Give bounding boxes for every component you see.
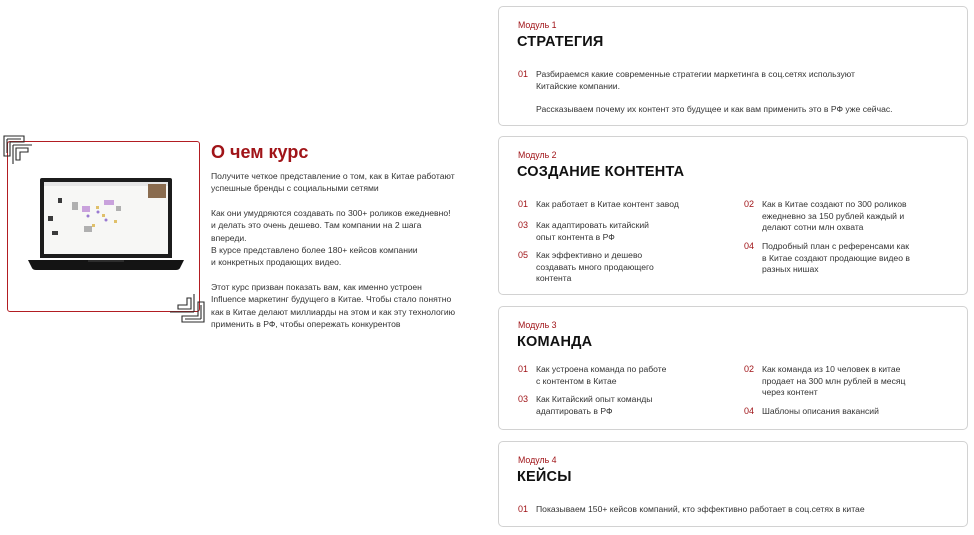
item-number: 03 [518,394,529,404]
corner-ornament-top-left [2,134,36,168]
laptop-image [26,176,186,276]
module-title: КОМАНДА [517,334,593,350]
module-item [518,220,728,243]
module-card-2 [498,136,968,295]
intro-section [211,140,496,330]
item-number: 01 [518,199,529,209]
item-text: Разбираемся какие современные стратегии маркетинга в соц.сетях используют Китайские компании. Рассказываем почему их контент это будущее и как вам применить это в РФ уже сейчас. [536,69,893,114]
item-number: 03 [518,220,529,230]
item-text: Как адаптировать китайский опыт контента в РФ [536,220,649,242]
item-number: 01 [518,504,529,514]
item-text: Подробный план с референсами как в Китае создают продающие видео в разных нишах [762,241,910,274]
item-text: Как команда из 10 человек в китае продает на 300 млн рублей в месяц через контент [762,364,906,397]
item-number: 01 [518,69,529,79]
module-card-4 [498,441,968,527]
module-item [744,406,959,418]
module-item [518,69,958,115]
item-number: 05 [518,250,529,260]
module-title: КЕЙСЫ [517,469,572,485]
item-text: Как работает в Китае контент завод [536,199,679,209]
intro-paragraph-2: Как они умудряются создавать по 300+ роликов ежедневно! и делать это очень дешево. Там компании на 2 шага впереди. В курсе представлено более 180+ кейсов компании и конкретных продающих видео. [211,207,451,268]
item-text: Как эффективно и дешево создавать много продающего контента [536,250,654,283]
module-item [744,199,959,234]
intro-title: О чем курс [211,142,309,162]
item-text: Как устроена команда по работе с контентом в Китае [536,364,667,386]
intro-paragraph-1: Получите четкое представление о том, как в Китае работают успешные бренды с социальными сетями [211,171,455,194]
module-item [744,364,959,399]
item-number: 04 [744,406,755,416]
module-label: Модуль 1 [518,20,557,30]
intro-paragraph-3: Этот курс призван показать вам, как именно устроен Influence маркетинг будущего в Китае. Чтобы стало понятно как в Китае делают миллиарды на этом и как эту технологию применить в РФ, чтобы опережать конкурентов [211,281,456,330]
module-card-1 [498,6,968,126]
item-text: Шаблоны описания вакансий [762,406,879,416]
module-label: Модуль 4 [518,455,557,465]
module-item [744,241,959,276]
module-label: Модуль 3 [518,320,557,330]
module-item [518,364,728,387]
module-label: Модуль 2 [518,150,557,160]
module-item [518,199,728,211]
item-number: 04 [744,241,755,251]
item-text: Как Китайский опыт команды адаптировать в РФ [536,394,653,416]
module-card-3 [498,306,968,430]
module-item [518,394,728,417]
module-title: СОЗДАНИЕ КОНТЕНТА [517,164,685,180]
module-title: СТРАТЕГИЯ [517,34,604,50]
item-text: Как в Китае создают по 300 роликов ежедневно за 150 рублей каждый и делают сотни млн охвата [762,199,907,232]
item-number: 02 [744,364,755,374]
corner-ornament-bottom-right [166,290,206,324]
module-item [518,504,958,516]
item-number: 02 [744,199,755,209]
item-number: 01 [518,364,529,374]
module-item [518,250,728,285]
item-text: Показываем 150+ кейсов компаний, кто эффективно работает в соц.сетях в китае [536,504,865,514]
